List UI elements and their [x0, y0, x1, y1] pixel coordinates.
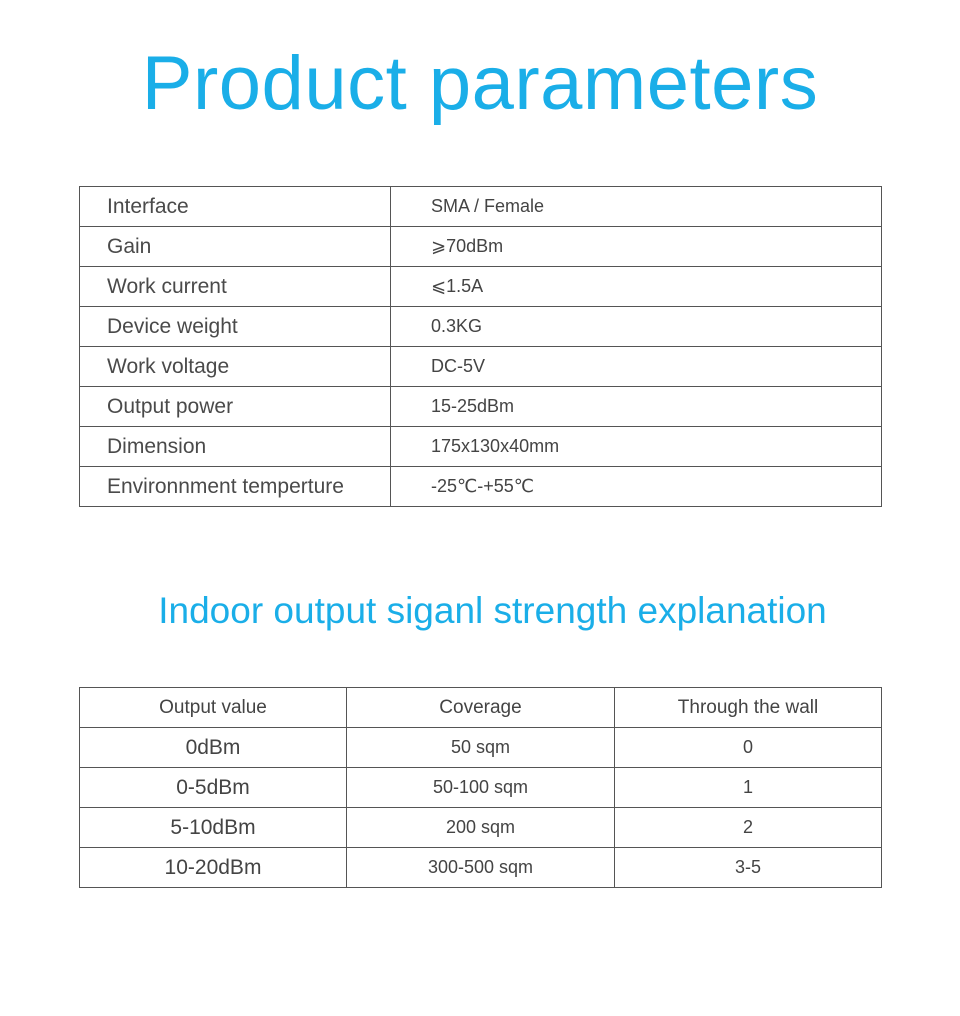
- parameter-value: ⩽1.5A: [391, 267, 882, 307]
- section-title: Indoor output siganl strength explanation: [158, 590, 827, 631]
- signal-strength-table: [79, 687, 882, 888]
- coverage-cell: 300-500 sqm: [347, 848, 615, 888]
- through-wall-cell: 1: [615, 768, 882, 808]
- table-row: [80, 387, 882, 427]
- table-row: [80, 347, 882, 387]
- parameter-label: Work voltage: [80, 347, 391, 387]
- table-row: [80, 808, 882, 848]
- parameter-label: Output power: [80, 387, 391, 427]
- parameter-label: Gain: [80, 227, 391, 267]
- parameter-value: 15-25dBm: [391, 387, 882, 427]
- column-header-through-wall: Through the wall: [615, 688, 882, 728]
- parameter-value: ⩾70dBm: [391, 227, 882, 267]
- parameter-label: Dimension: [80, 427, 391, 467]
- column-header-output-value: Output value: [80, 688, 347, 728]
- through-wall-cell: 0: [615, 728, 882, 768]
- table-row: [80, 467, 882, 507]
- table-row: [80, 848, 882, 888]
- parameter-label: Work current: [80, 267, 391, 307]
- output-value-cell: 10-20dBm: [80, 848, 347, 888]
- output-value-cell: 0dBm: [80, 728, 347, 768]
- parameter-value: 175x130x40mm: [391, 427, 882, 467]
- product-parameters-table: [79, 186, 882, 507]
- table-header-row: [80, 688, 882, 728]
- output-value-cell: 0-5dBm: [80, 768, 347, 808]
- parameter-value: SMA / Female: [391, 187, 882, 227]
- coverage-cell: 50 sqm: [347, 728, 615, 768]
- parameter-value: 0.3KG: [391, 307, 882, 347]
- table-row: [80, 187, 882, 227]
- coverage-cell: 50-100 sqm: [347, 768, 615, 808]
- table-row: [80, 427, 882, 467]
- table-row: [80, 267, 882, 307]
- table-row: [80, 307, 882, 347]
- table-row: [80, 728, 882, 768]
- parameter-label: Interface: [80, 187, 391, 227]
- page-title: Product parameters: [141, 41, 819, 126]
- parameter-value: -25℃-+55℃: [391, 467, 882, 507]
- table-row: [80, 768, 882, 808]
- parameter-label: Device weight: [80, 307, 391, 347]
- parameter-value: DC-5V: [391, 347, 882, 387]
- output-value-cell: 5-10dBm: [80, 808, 347, 848]
- table-row: [80, 227, 882, 267]
- parameter-label: Environnment temperture: [80, 467, 391, 507]
- through-wall-cell: 3-5: [615, 848, 882, 888]
- column-header-coverage: Coverage: [347, 688, 615, 728]
- coverage-cell: 200 sqm: [347, 808, 615, 848]
- through-wall-cell: 2: [615, 808, 882, 848]
